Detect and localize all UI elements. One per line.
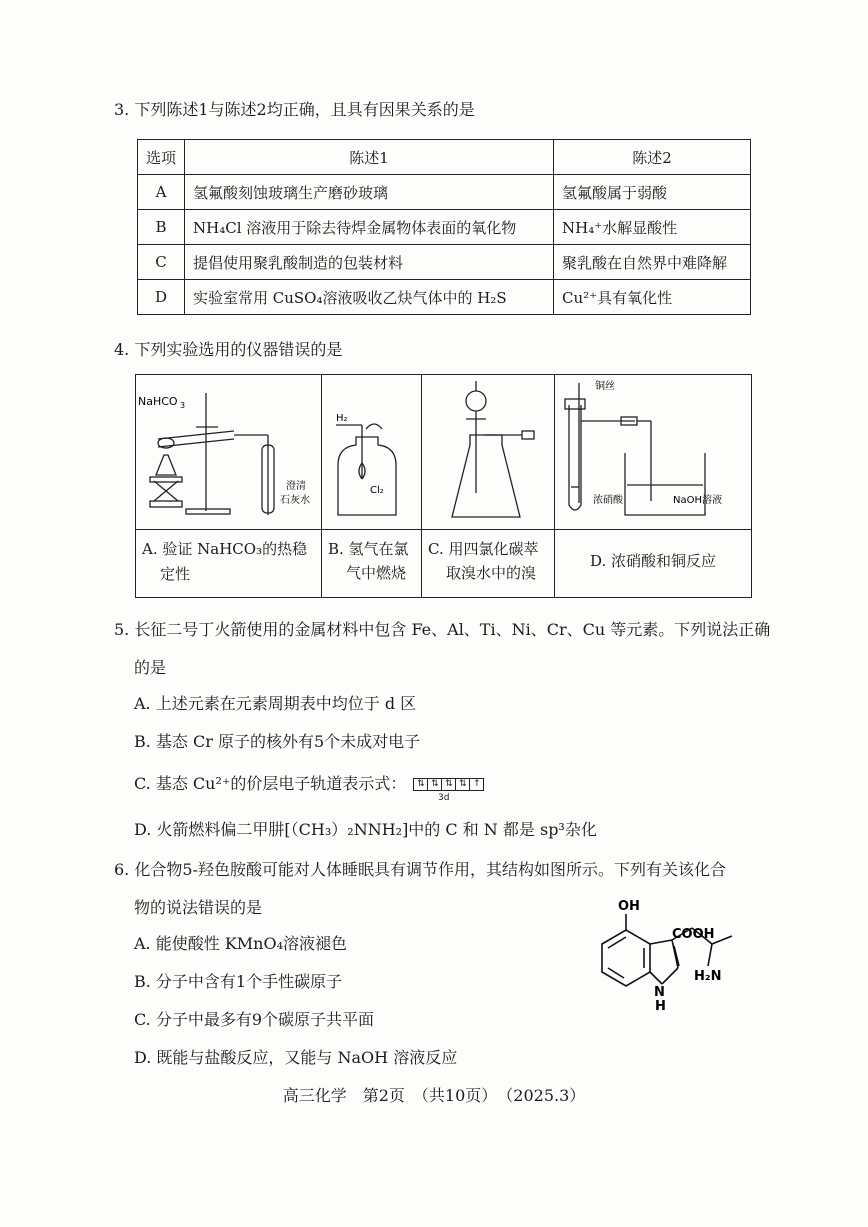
- caption-c-line1: C. 用四氯化碳萃: [428, 540, 539, 558]
- row-statement1: 氢氟酸刻蚀玻璃生产磨砂玻璃: [185, 175, 554, 210]
- label-naoh: NaOH溶液: [673, 495, 722, 506]
- caption-a: [142, 537, 315, 587]
- row-option: A: [138, 175, 185, 210]
- caption-a-line1: A. 验证 NaHCO₃的热稳: [142, 540, 308, 558]
- molecular-structure: [580, 896, 760, 1026]
- q5-option-c-text: C. 基态 Cu²⁺的价层电子轨道表示式：: [134, 774, 407, 793]
- row-statement1: 提倡使用聚乳酸制造的包装材料: [185, 245, 554, 280]
- row-option: B: [138, 210, 185, 245]
- orbital-box: ⇅: [413, 778, 428, 791]
- q5-option-d: D. 火箭燃料偏二甲肼[（CH₃）₂NNH₂]中的 C 和 N 都是 sp³杂化: [134, 820, 597, 839]
- orbital-box: ⇅: [455, 778, 470, 791]
- q5-option-a: A. 上述元素在元素周期表中均位于 d 区: [134, 694, 417, 713]
- row-statement2: NH₄⁺水解显酸性: [554, 210, 751, 245]
- separatory-funnel-diagram: [422, 375, 553, 527]
- q6-option-c: C. 分子中最多有9个碳原子共平面: [134, 1010, 375, 1029]
- label-cl2: Cl₂: [370, 485, 384, 496]
- caption-c-line2: 取溴水中的溴: [446, 564, 537, 582]
- row-option: C: [138, 245, 185, 280]
- orbital-box: ⇅: [427, 778, 442, 791]
- struct-cooh-label: COOH: [672, 927, 715, 942]
- copper-nitric-acid-diagram: [555, 375, 749, 527]
- label-limewater2: 石灰水: [280, 495, 310, 506]
- caption-c: [428, 537, 548, 585]
- caption-b-line2: 气中燃烧: [346, 564, 407, 582]
- orbital-box: ↑: [469, 778, 484, 791]
- table-row: [138, 280, 751, 315]
- table-header-row: [138, 140, 751, 175]
- orbital-box: ⇅: [441, 778, 456, 791]
- header-statement2: 陈述2: [554, 140, 751, 175]
- q3-table: [137, 139, 751, 315]
- label-nahco3: NaHCO: [138, 395, 178, 408]
- q6-option-a: A. 能使酸性 KMnO₄溶液褪色: [134, 934, 347, 953]
- struct-h2n-label: H₂N: [694, 969, 722, 984]
- caption-d: D. 浓硝酸和铜反应: [589, 552, 717, 570]
- apparatus-cell-a: [136, 375, 322, 597]
- row-option: D: [138, 280, 185, 315]
- q6-stem-line1: 6. 化合物5-羟色胺酸可能对人体睡眠具有调节作用，其结构如图所示。下列有关该化合: [114, 860, 726, 879]
- heating-apparatus-diagram: [136, 375, 320, 527]
- caption-b-line1: B. 氢气在氯: [328, 540, 409, 558]
- caption-b: [328, 537, 415, 585]
- orbital-diagram: [413, 778, 483, 791]
- row-statement2: Cu²⁺具有氧化性: [554, 280, 751, 315]
- subscript-3: 3: [180, 401, 186, 410]
- label-h2: H₂: [336, 413, 348, 424]
- apparatus-cell-b: [322, 375, 422, 597]
- q5-stem-line2: 的是: [134, 658, 167, 677]
- table-row: [138, 210, 751, 245]
- q5-option-c: [134, 772, 483, 796]
- table-row: [138, 175, 751, 210]
- row-statement2: 聚乳酸在自然界中难降解: [554, 245, 751, 280]
- q3-stem: 3. 下列陈述1与陈述2均正确，且具有因果关系的是: [114, 100, 475, 119]
- label-copper-wire: 铜丝: [595, 381, 615, 392]
- page-footer: 高三化学 第2页 （共10页） （2025.3）: [282, 1086, 586, 1105]
- struct-n-label: N: [654, 985, 665, 1000]
- apparatus-cell-c: [422, 375, 555, 597]
- q6-stem-line2: 物的说法错误的是: [134, 898, 263, 917]
- struct-h-label: H: [655, 999, 666, 1014]
- q6-option-d: D. 既能与盐酸反应，又能与 NaOH 溶液反应: [134, 1048, 458, 1067]
- label-limewater: 澄清: [286, 481, 306, 492]
- q4-stem: 4. 下列实验选用的仪器错误的是: [114, 340, 343, 359]
- q5-stem-line1: 5. 长征二号丁火箭使用的金属材料中包含 Fe、Al、Ti、Ni、Cr、Cu 等元素。下列说法正确: [114, 620, 771, 639]
- table-row: [138, 245, 751, 280]
- q5-option-b: B. 基态 Cr 原子的核外有5个未成对电子: [134, 732, 421, 751]
- row-statement1: 实验室常用 CuSO₄溶液吸收乙炔气体中的 H₂S: [185, 280, 554, 315]
- header-statement1: 陈述1: [185, 140, 554, 175]
- label-nitric-acid: 浓硝酸: [593, 495, 623, 506]
- gas-bottle-diagram: [322, 375, 420, 527]
- struct-oh-label: OH: [618, 899, 640, 914]
- orbital-sublabel: 3d: [438, 793, 450, 803]
- q4-apparatus-table: [135, 374, 752, 598]
- row-statement1: NH₄Cl 溶液用于除去待焊金属物体表面的氧化物: [185, 210, 554, 245]
- apparatus-cell-d: [555, 375, 751, 597]
- row-statement2: 氢氟酸属于弱酸: [554, 175, 751, 210]
- q6-option-b: B. 分子中含有1个手性碳原子: [134, 972, 343, 991]
- caption-a-line2: 定性: [160, 565, 191, 583]
- header-option: 选项: [138, 140, 185, 175]
